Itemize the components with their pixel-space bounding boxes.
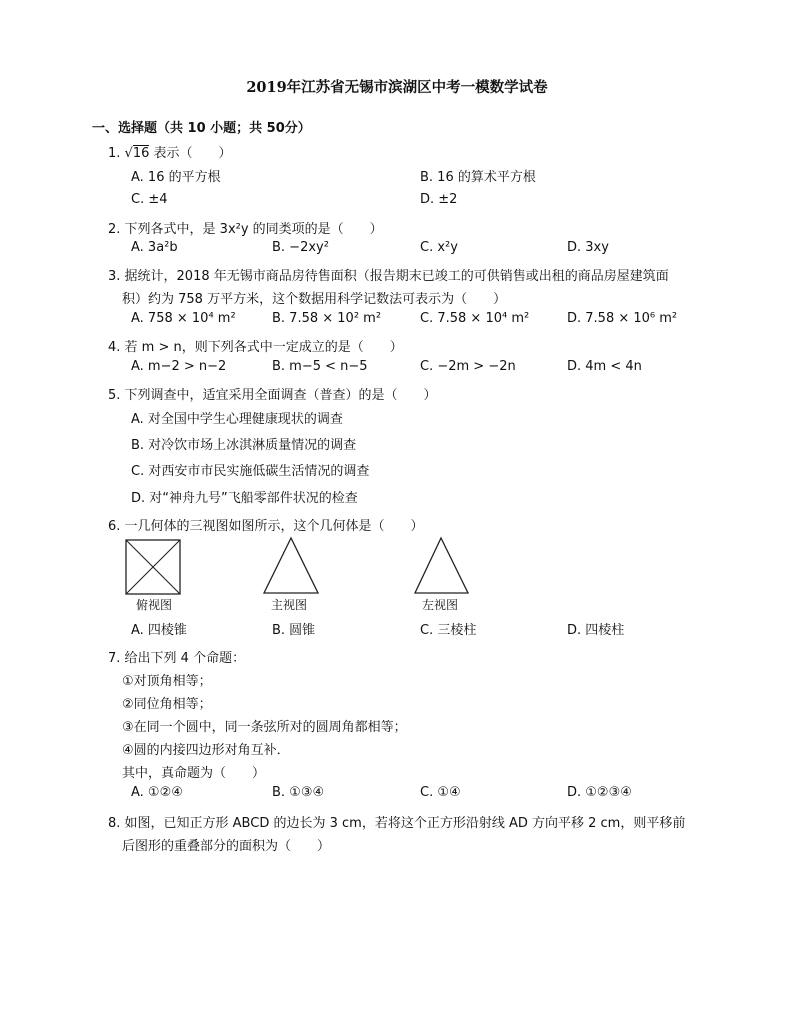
q3-option-d: D. 7.58 × 10⁶ m² [567, 311, 678, 326]
q7-option-b: B. ①③④ [272, 785, 325, 800]
question-1-stem-text: 表示（ ） [149, 146, 232, 161]
q7-ask: 其中，真命题为（ ） [122, 766, 266, 781]
side-view-caption: 左视图 [422, 598, 459, 612]
side-view-figure [413, 536, 471, 596]
question-8-line-1: 8. 如图，已知正方形 ABCD 的边长为 3 cm，若将这个正方形沿射线 AD 方向平移 2 cm，则平移前 [108, 816, 686, 831]
question-6-stem: 6. 一几何体的三视图如图所示，这个几何体是（ ） [108, 519, 424, 534]
q1-option-c: C. ±4 [131, 192, 168, 207]
question-7-stem: 7. 给出下列 4 个命题： [108, 651, 246, 666]
question-8-line-2: 后图形的重叠部分的面积为（ ） [122, 839, 331, 854]
front-view-caption: 主视图 [271, 598, 308, 612]
q3-option-a: A. 758 × 10⁴ m² [131, 311, 236, 326]
q6-option-a: A. 四棱锥 [131, 623, 187, 638]
q5-option-d: D. 对“神舟九号”飞船零部件状况的检查 [131, 491, 358, 506]
front-view-figure [261, 536, 321, 596]
question-1-radicand: 16 [132, 146, 150, 161]
q7-option-a: A. ①②④ [131, 785, 183, 800]
q7-option-c: C. ①④ [420, 785, 461, 800]
top-view-figure [124, 538, 184, 596]
question-3-line-1: 3. 据统计，2018 年无锡市商品房待售面积（报告期末已竣工的可供销售或出租的商品房屋建筑面 [108, 269, 669, 284]
q7-proposition-1: ①对顶角相等； [122, 674, 212, 689]
q6-option-b: B. 圆锥 [272, 623, 316, 638]
q7-proposition-4: ④圆的内接四边形对角互补． [122, 743, 290, 758]
section-heading: 一、选择题（共 10 小题；共 50分） [92, 121, 311, 136]
q1-option-a: A. 16 的平方根 [131, 170, 221, 185]
front-view-triangle [264, 538, 318, 593]
q1-option-d: D. ±2 [420, 192, 458, 207]
question-3-line-2: 积）约为 758 万平方米，这个数据用科学记数法可表示为（ ） [122, 292, 507, 307]
q2-option-c: C. x²y [420, 240, 458, 255]
question-2-stem: 2. 下列各式中，是 3x²y 的同类项的是（ ） [108, 222, 383, 237]
q5-option-a: A. 对全国中学生心理健康现状的调查 [131, 412, 343, 427]
side-view-triangle [415, 538, 468, 593]
q7-option-d: D. ①②③④ [567, 785, 632, 800]
q7-proposition-2: ②同位角相等； [122, 697, 212, 712]
q5-option-b: B. 对冷饮市场上冰淇淋质量情况的调查 [131, 438, 357, 453]
q4-option-b: B. m−5 < n−5 [272, 359, 368, 374]
page-title: 2019年江苏省无锡市滨湖区中考一模数学试卷 [246, 79, 548, 96]
q2-option-b: B. −2xy² [272, 240, 329, 255]
q4-option-d: D. 4m < 4n [567, 359, 642, 374]
q3-option-c: C. 7.58 × 10⁴ m² [420, 311, 530, 326]
top-view-caption: 俯视图 [136, 598, 173, 612]
question-5-stem: 5. 下列调查中，适宜采用全面调查（普查）的是（ ） [108, 388, 437, 403]
question-1-stem [108, 142, 232, 161]
q6-option-c: C. 三棱柱 [420, 623, 477, 638]
q4-option-a: A. m−2 > n−2 [131, 359, 227, 374]
q7-proposition-3: ③在同一个圆中，同一条弦所对的圆周角都相等； [122, 720, 407, 735]
sqrt-symbol: √ [124, 146, 133, 161]
question-1-number: 1. [108, 146, 125, 161]
q1-option-b: B. 16 的算术平方根 [420, 170, 536, 185]
q5-option-c: C. 对西安市市民实施低碳生活情况的调查 [131, 464, 370, 479]
question-4-stem: 4. 若 m > n，则下列各式中一定成立的是（ ） [108, 340, 403, 355]
q2-option-d: D. 3xy [567, 240, 609, 255]
q2-option-a: A. 3a²b [131, 240, 178, 255]
q4-option-c: C. −2m > −2n [420, 359, 516, 374]
q6-option-d: D. 四棱柱 [567, 623, 625, 638]
q3-option-b: B. 7.58 × 10² m² [272, 311, 382, 326]
